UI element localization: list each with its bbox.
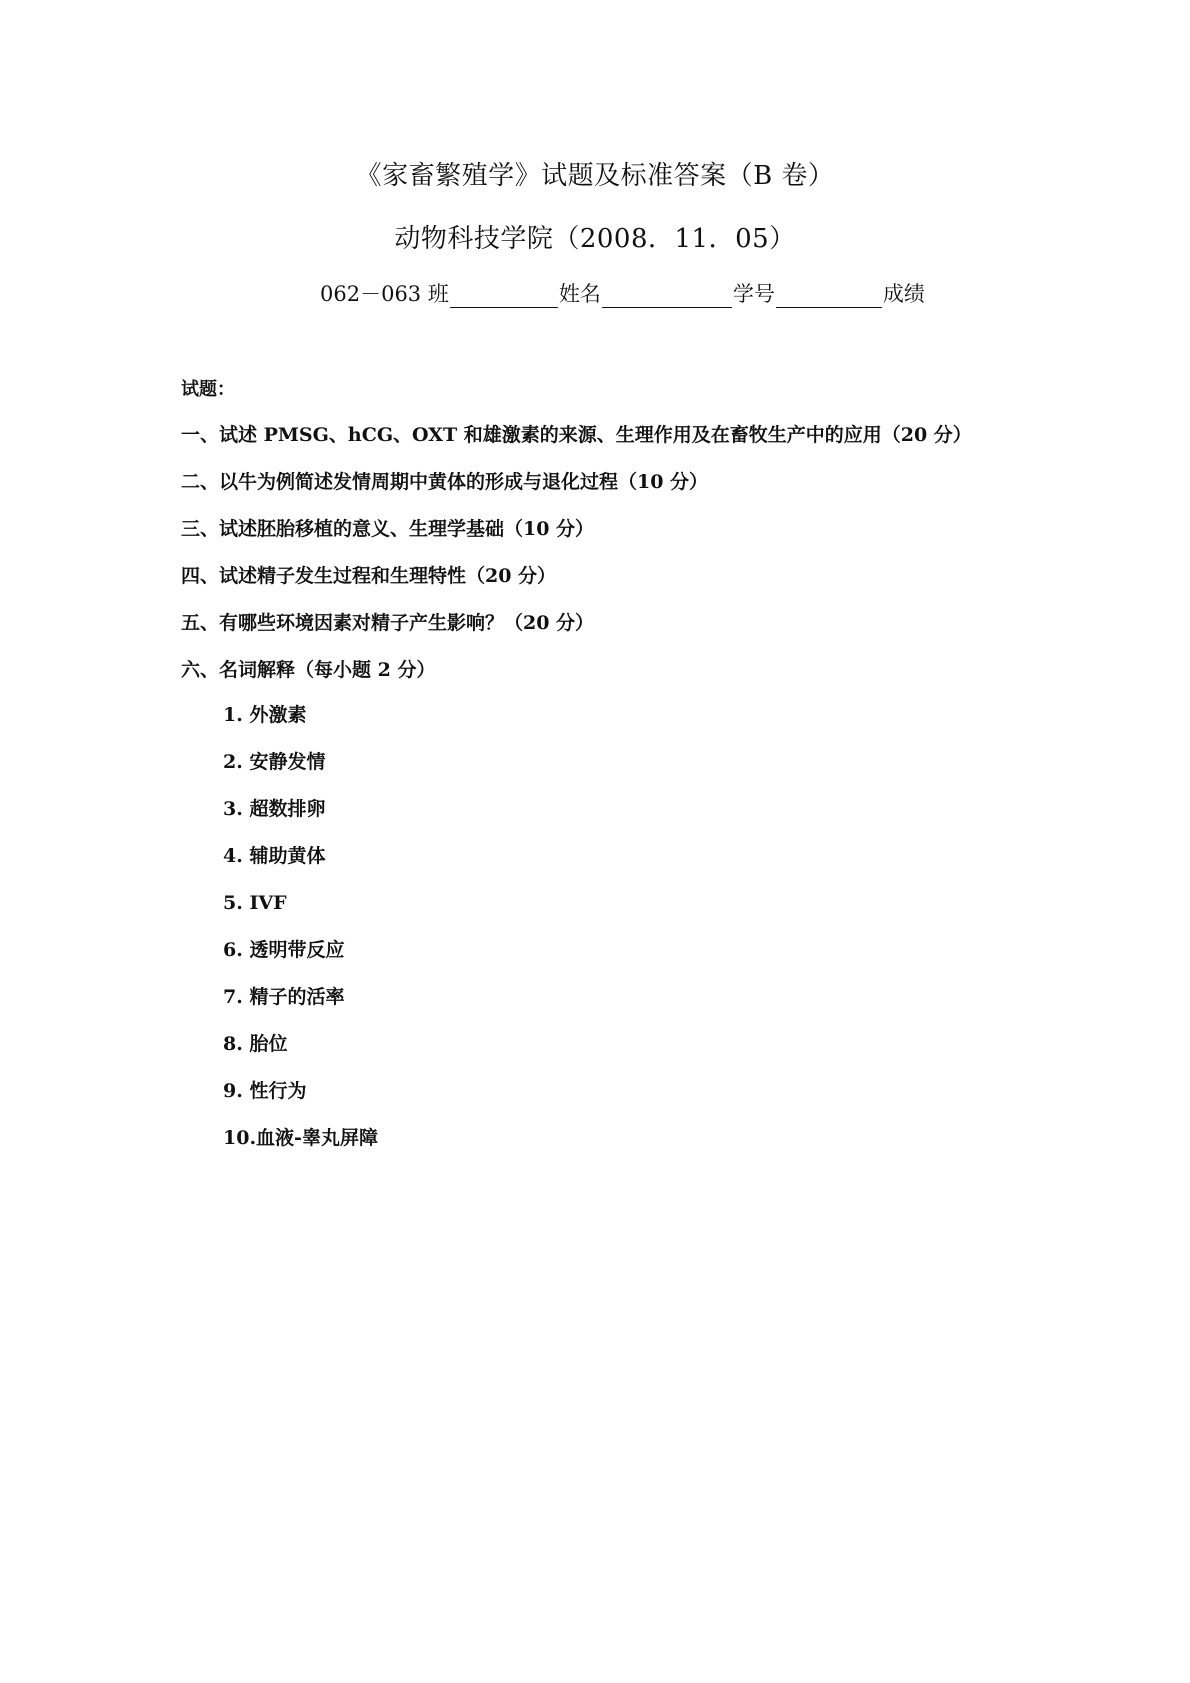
page-subtitle: 动物科技学院（2008．11．05） [394, 224, 796, 254]
question-6: 六、名词解释（每小题 2 分） [181, 659, 436, 681]
term-item: 7. 精子的活率 [223, 986, 345, 1008]
name-blank-field[interactable] [602, 285, 732, 308]
term-item: 5. IVF [223, 892, 287, 914]
term-item: 3. 超数排卵 [223, 798, 326, 820]
term-item: 6. 透明带反应 [223, 939, 345, 961]
term-item: 8. 胎位 [223, 1033, 288, 1055]
question-5: 五、有哪些环境因素对精子产生影响？（20 分） [181, 612, 595, 634]
question-3: 三、试述胚胎移植的意义、生理学基础（10 分） [181, 518, 595, 540]
class-label: 062－063 班 [320, 282, 449, 306]
page-title: 《家畜繁殖学》试题及标准答案（B 卷） [355, 161, 835, 191]
class-blank-field[interactable] [450, 285, 558, 308]
score-label: 成绩 [882, 282, 925, 306]
name-label: 姓名 [558, 282, 601, 306]
term-item: 9. 性行为 [223, 1080, 307, 1102]
term-item: 1. 外激素 [223, 704, 307, 726]
section-heading: 试题： [181, 379, 235, 400]
term-item: 4. 辅助黄体 [223, 845, 326, 867]
question-1: 一、试述 PMSG、hCG、OXT 和雄激素的来源、生理作用及在畜牧生产中的应用（20 分） [181, 424, 972, 446]
question-2: 二、以牛为例简述发情周期中黄体的形成与退化过程（10 分） [181, 471, 709, 493]
question-4: 四、试述精子发生过程和生理特性（20 分） [181, 565, 557, 587]
term-item: 2. 安静发情 [223, 751, 326, 773]
id-blank-field[interactable] [776, 285, 882, 308]
term-item: 10.血液-睾丸屏障 [223, 1127, 378, 1149]
id-label: 学号 [732, 282, 775, 306]
term-list [223, 702, 378, 1172]
student-info-line [320, 278, 925, 308]
